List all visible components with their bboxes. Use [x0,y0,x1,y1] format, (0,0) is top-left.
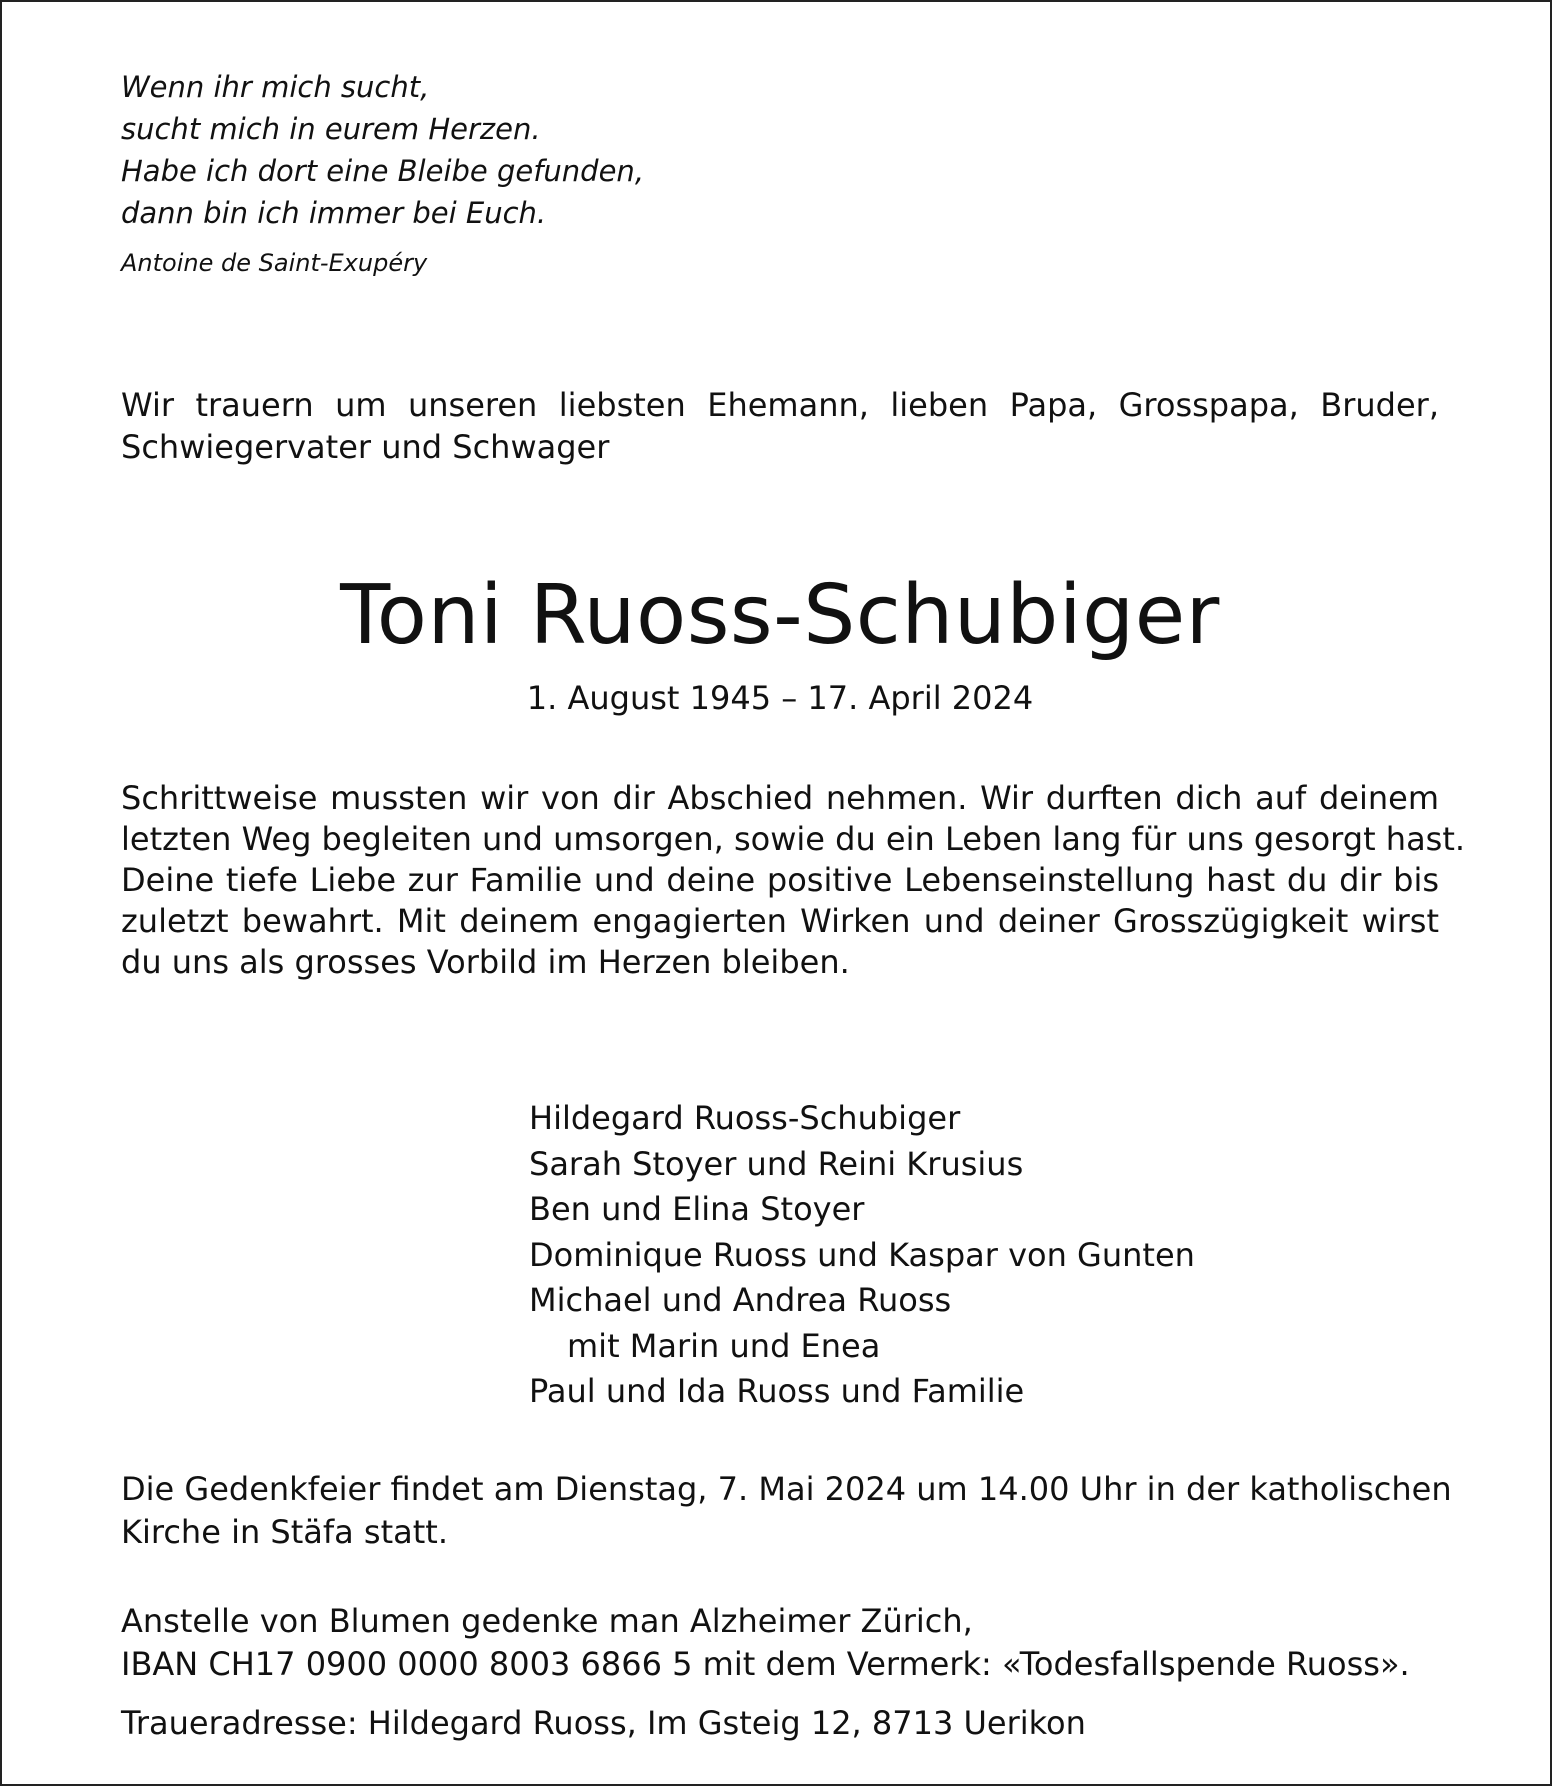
donation-line: Anstelle von Blumen gedenke man Alzheimer Zürich, [121,1602,973,1640]
obituary-content [121,66,1466,1742]
ceremony-line: Die Gedenkfeier findet am Dienstag, 7. Mai 2024 um 14.00 Uhr in der katholischen [121,1470,1452,1508]
mourner-name: Sarah Stoyer und Reini Krusius [529,1144,1024,1183]
ceremony-notice [121,1468,1452,1554]
ceremony-line: Kirche in Stäfa statt. [121,1513,449,1551]
tribute-line: letzten Weg begleiten und umsorgen, sowie du ein Leben lang für uns gesorgt hast. [121,820,1466,858]
tribute-line: zuletzt bewahrt. Mit deinem engagierten Wirken und deiner Grosszügigkeit wirst [121,902,1439,940]
poem-line: sucht mich in eurem Herzen. [121,112,541,146]
intro-line: Schwiegervater und Schwager [121,428,610,466]
poem-line: dann bin ich immer bei Euch. [121,196,547,230]
tribute-line: Schrittweise mussten wir von dir Abschied nehmen. Wir durften dich auf deinem [121,779,1439,817]
mourner-name: mit Marin und Enea [567,1326,881,1365]
mourner-name: Michael und Andrea Ruoss [529,1281,952,1319]
poem-line: Habe ich dort eine Bleibe gefunden, [121,154,645,188]
intro-line: Wir trauern um unseren liebsten Ehemann, lieben Papa, Grosspapa, Bruder, [121,386,1439,424]
tribute-line: du uns als grosses Vorbild im Herzen bleiben. [121,943,850,981]
poem [121,66,1439,234]
poem-author: Antoine de Saint-Exupéry [121,249,428,277]
donation-line: IBAN CH17 0900 0000 8003 6866 5 mit dem Vermerk: «Todesfallspende Ruoss». [121,1645,1410,1683]
mourners-list [529,1096,1195,1415]
mourner-name: Dominique Ruoss und Kaspar von Gunten [529,1235,1195,1274]
poem-line: Wenn ihr mich sucht, [121,70,430,104]
mourner-name: Paul und Ida Ruoss und Familie [529,1372,1025,1410]
mourning-address: Traueradresse: Hildegard Ruoss, Im Gsteig 12, 8713 Uerikon [121,1704,1086,1742]
intro-text [121,384,1439,468]
poem-block [121,66,1439,278]
life-dates: 1. August 1945 – 17. April 2024 [526,679,1034,717]
mourner-name: Ben und Elina Stoyer [529,1190,865,1228]
tribute-text [121,778,1466,983]
tribute-line: Deine tiefe Liebe zur Familie und deine positive Lebenseinstellung hast du dir bis [121,861,1439,899]
mourner-name: Hildegard Ruoss-Schubiger [529,1099,961,1137]
deceased-name: Toni Ruoss-Schubiger [340,568,1220,663]
donation-notice [121,1600,1439,1686]
